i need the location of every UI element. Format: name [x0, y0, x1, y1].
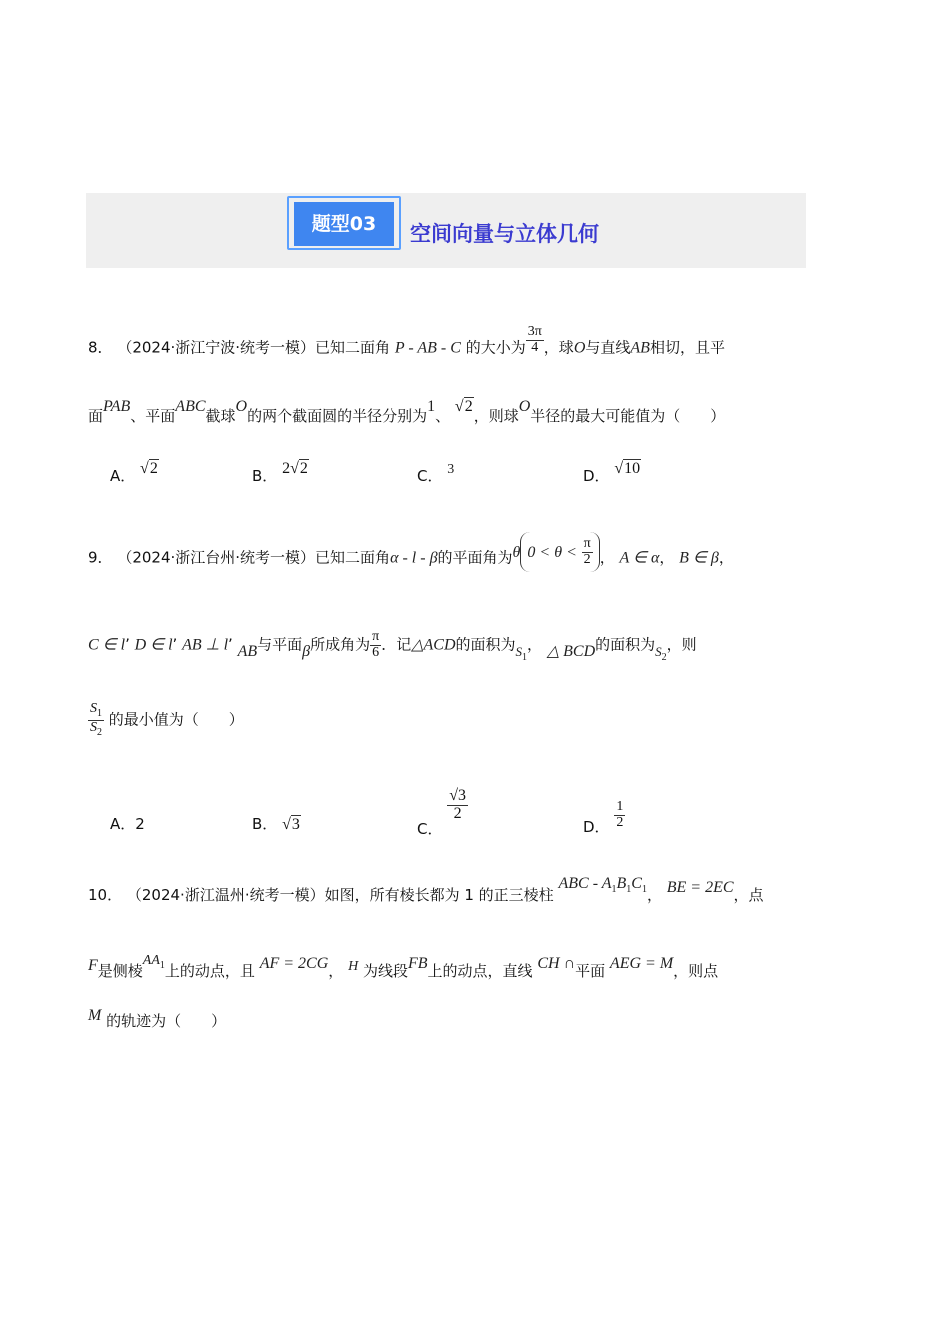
q9-fraction-den: 6	[372, 644, 380, 660]
q9-condition-fraction	[582, 537, 593, 567]
q8-dihedral: P - AB - C	[394, 339, 461, 357]
q9-text: 所成角为	[310, 635, 371, 654]
q9-s2	[655, 643, 667, 663]
option-coefficient: 2	[282, 460, 291, 477]
q9-s: S	[90, 701, 97, 716]
q9-beta: β	[302, 642, 311, 660]
q9-text: 的最小值为（ ）	[108, 710, 244, 729]
q8-line-ab: AB	[630, 339, 650, 357]
q10-aeg-eq: AEG = M	[609, 955, 674, 972]
q8-sphere-o: O	[518, 398, 531, 415]
q9-b-in-beta: B ∈ β	[679, 549, 719, 567]
q9-triangle-bcd: △ BCD	[546, 642, 596, 660]
q9-text: ，	[599, 548, 615, 567]
q9-angle-fraction	[370, 630, 381, 660]
q9-text: 的平面角为	[437, 548, 513, 567]
option-label: A．	[110, 815, 136, 833]
q10-text: 上的动点，且	[164, 962, 255, 980]
q8-option-a[interactable]	[110, 460, 159, 486]
q8-text: 、	[435, 407, 451, 425]
q10-text: ，点	[733, 886, 764, 904]
q10-aa1	[142, 953, 165, 971]
q9-text: ，	[527, 635, 543, 654]
q10-line1	[88, 875, 764, 907]
q8-text: 、平面	[130, 407, 176, 425]
option-label: C．	[417, 467, 443, 485]
q9-ab: AB	[237, 642, 258, 660]
option-value: √3	[282, 816, 300, 833]
option-value: √2	[140, 460, 158, 477]
q9-condition	[520, 532, 599, 572]
q8-text: ，则球	[473, 407, 519, 425]
q9-text: ，	[659, 548, 675, 567]
q9-c-in-l: C ∈ l	[88, 636, 126, 654]
q8-text: 的大小为	[465, 338, 526, 357]
q9-d-in-l: D ∈ l	[134, 636, 173, 654]
q10-subscript: 1	[611, 884, 617, 895]
q8-text: 的两个截面圆的半径分别为	[247, 407, 428, 425]
option-radicand: 2	[299, 460, 308, 477]
option-radicand: 3	[458, 787, 467, 804]
q9-ratio-num	[88, 702, 104, 721]
q8-angle-den: 4	[531, 339, 539, 355]
q8-line2	[88, 398, 726, 426]
q9-text: 的面积为	[595, 635, 656, 654]
q8-text: 半径的最大可能值为（ ）	[530, 407, 726, 425]
option-value: 3	[447, 462, 455, 477]
q9-s: S	[90, 719, 97, 735]
q9-s: S	[515, 643, 523, 659]
q10-af-eq: AF = 2CG	[259, 955, 329, 972]
q8-source: （2024·浙江宁波·统考一模）	[117, 338, 316, 357]
q10-ch-intersect: CH ∩	[537, 955, 576, 972]
q10-source: （2024·浙江温州·统考一模）	[126, 886, 325, 904]
q9-text: ．记	[381, 635, 412, 654]
option-label: C．	[417, 819, 443, 838]
option-label: B．	[252, 467, 278, 485]
q9-text: 与平面	[257, 635, 303, 654]
option-num: √3	[449, 787, 467, 804]
section-title: 空间向量与立体几何	[410, 222, 599, 246]
option-label: B．	[252, 815, 278, 833]
q9-dihedral: α - l - β	[390, 549, 438, 567]
q10-text: 如图，所有棱长都为 1 的正三棱柱	[324, 886, 554, 904]
option-den: 2	[616, 814, 624, 830]
option-label: D．	[583, 467, 610, 485]
q9-fraction-den: 2	[583, 552, 591, 567]
q8-option-b[interactable]	[252, 460, 309, 486]
q10-prism-c: C	[631, 875, 642, 892]
q8-text: 面	[88, 407, 104, 425]
q10-text: 上的动点，直线	[427, 962, 533, 980]
option-label: D．	[583, 817, 610, 836]
q9-ratio-den	[88, 721, 104, 739]
q8-plane-abc: ABC	[175, 398, 206, 415]
q8-sphere-o: O	[573, 339, 586, 357]
q10-point-m: M	[88, 1007, 102, 1024]
option-den: 2	[453, 804, 462, 822]
q9-option-b[interactable]	[252, 813, 301, 834]
q9-text: 的面积为	[455, 635, 516, 654]
q10-line3	[88, 1007, 227, 1031]
q9-ratio-fraction	[88, 702, 104, 738]
q9-subscript: 1	[97, 708, 102, 719]
q10-text: 是侧棱	[97, 962, 143, 980]
q9-fraction-num: π	[583, 536, 591, 552]
q8-option-d[interactable]	[583, 460, 641, 486]
q10-prism	[558, 875, 647, 895]
q10-segment-fb: FB	[408, 955, 428, 972]
q9-text: ，	[718, 548, 734, 567]
q8-number: 8．	[88, 338, 113, 357]
q8-angle-num: 3π	[527, 324, 542, 339]
q9-line3	[88, 702, 244, 738]
q10-subscript: 1	[641, 884, 647, 895]
q8-text: 已知二面角	[315, 338, 391, 357]
option-value: √10	[614, 460, 641, 477]
q9-ab-perp-l: AB ⊥ l	[182, 636, 229, 654]
q9-line1	[88, 538, 734, 578]
q8-radius-sqrt2: √2	[454, 398, 473, 415]
q10-point-f: F	[88, 957, 98, 974]
q9-s: S	[655, 643, 662, 659]
q9-fraction-num: π	[372, 629, 380, 644]
q9-option-c[interactable]	[417, 787, 468, 838]
q9-subscript: 2	[661, 651, 667, 663]
q9-line2: C ∈ l’ D ∈ l’ AB ⊥ l’ AB与平面β所成角为 $\frac{\pi}{6}$ ．记△ACD的面积为$S_1$， △ BCD的面积为$S_2$，则	[88, 629, 697, 663]
section-badge	[281, 193, 411, 255]
q10-be-eq: BE = 2EC	[666, 879, 734, 896]
q10-text: 平面	[575, 962, 606, 980]
q9-source: （2024·浙江台州·统考一模）	[117, 548, 316, 567]
q10-number: 10．	[88, 886, 123, 904]
q8-sphere-o: O	[235, 398, 248, 415]
q10-text: ，	[328, 962, 344, 980]
option-label: A．	[110, 467, 136, 485]
q9-theta: θ	[512, 543, 521, 561]
q8-text: 截球	[205, 407, 236, 425]
q10-text: 的轨迹为（ ）	[106, 1012, 227, 1030]
q9-option-d[interactable]	[583, 799, 625, 836]
q8-option-c[interactable]	[417, 462, 455, 486]
q9-a-in-alpha: A ∈ α	[619, 549, 660, 567]
option-value: 2√2	[282, 460, 308, 477]
option-value	[447, 788, 468, 823]
q9-s1	[515, 643, 528, 663]
q10-aa: AA	[142, 953, 160, 968]
q9-subscript: 1	[522, 651, 528, 663]
q9-text: ，则	[666, 635, 697, 654]
q10-subscript: 1	[159, 960, 165, 971]
q10-text: 为线段	[362, 962, 408, 980]
q8-radius-2: 2	[464, 398, 473, 415]
q9-subscript: 2	[97, 726, 102, 738]
q8-text: 与直线	[585, 338, 631, 357]
badge-label: 题型03	[294, 202, 394, 246]
q10-prism-b: B	[616, 875, 627, 892]
q10-subscript: 1	[626, 884, 632, 895]
q10-text: ，则点	[673, 962, 719, 980]
option-num: 1	[616, 799, 624, 814]
option-radicand: 10	[624, 460, 641, 477]
q10-point-h: H	[348, 959, 359, 974]
q10-prism-name: ABC - A	[558, 875, 612, 892]
q10-text: ，	[646, 886, 662, 904]
q9-option-a[interactable]	[110, 813, 145, 834]
option-value	[614, 800, 625, 830]
q8-text: ，球	[543, 338, 574, 357]
q8-text: 相切，且平	[649, 338, 725, 357]
q10-line2	[88, 953, 719, 983]
option-radicand: 3	[291, 816, 300, 833]
option-value: 2	[135, 815, 145, 833]
option-radicand: 2	[149, 460, 158, 477]
q8-angle-fraction	[526, 325, 544, 355]
q9-text: 已知二面角	[315, 548, 391, 567]
q9-triangle-acd: △ACD	[411, 636, 456, 654]
q8-plane-pab: PAB	[103, 398, 131, 415]
q9-condition-text: 0 < θ <	[527, 544, 577, 561]
q8-radius-1: 1	[427, 398, 436, 415]
q9-number: 9．	[88, 548, 113, 567]
